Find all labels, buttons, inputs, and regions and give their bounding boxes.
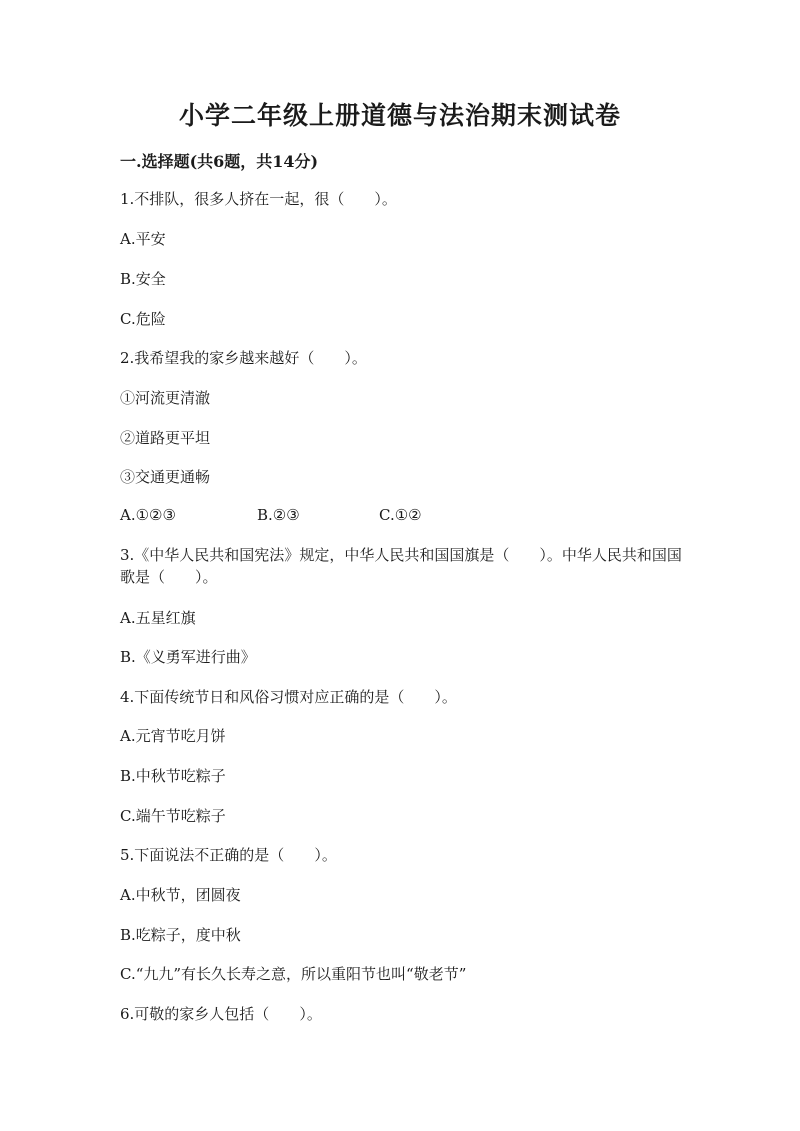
section-heading: 一.选择题(共6题，共14分) [120, 152, 319, 171]
question-3-option-a: A.五星红旗 [120, 609, 196, 627]
question-2-item-2: ②道路更平坦 [120, 429, 211, 447]
question-1-option-b: B.安全 [120, 270, 166, 288]
question-6-stem: 6.可敬的家乡人包括（ ）。 [120, 1005, 322, 1023]
question-2-option-a: A.①②③ [120, 506, 176, 524]
question-4-option-b: B.中秋节吃粽子 [120, 767, 226, 785]
question-4-option-a: A.元宵节吃月饼 [120, 727, 226, 745]
question-1-option-c: C.危险 [120, 310, 166, 328]
question-2-option-b: B.②③ [257, 506, 300, 524]
question-5-stem: 5.下面说法不正确的是（ ）。 [120, 846, 337, 864]
question-1-option-a: A.平安 [120, 230, 166, 248]
question-5-option-b: B.吃粽子，度中秋 [120, 926, 241, 944]
question-4-option-c: C.端午节吃粽子 [120, 807, 226, 825]
question-2-item-3: ③交通更通畅 [120, 468, 211, 486]
question-5-option-a: A.中秋节，团圆夜 [120, 886, 241, 904]
question-5-option-c: C.“九九”有长久长寿之意，所以重阳节也叫“敬老节” [120, 965, 467, 983]
question-3-option-b: B.《义勇军进行曲》 [120, 648, 256, 666]
question-4-stem: 4.下面传统节日和风俗习惯对应正确的是（ ）。 [120, 688, 457, 706]
question-2-option-c: C.①② [379, 506, 422, 524]
question-3-stem: 3.《中华人民共和国宪法》规定，中华人民共和国国旗是（ ）。中华人民共和国国歌是（ ）。 [120, 546, 682, 586]
question-2-stem: 2.我希望我的家乡越来越好（ ）。 [120, 349, 367, 367]
question-2-item-1: ①河流更清澈 [120, 389, 211, 407]
page-title: 小学二年级上册道德与法治期末测试卷 [178, 101, 621, 130]
question-1-stem: 1.不排队，很多人挤在一起，很（ ）。 [120, 190, 397, 208]
